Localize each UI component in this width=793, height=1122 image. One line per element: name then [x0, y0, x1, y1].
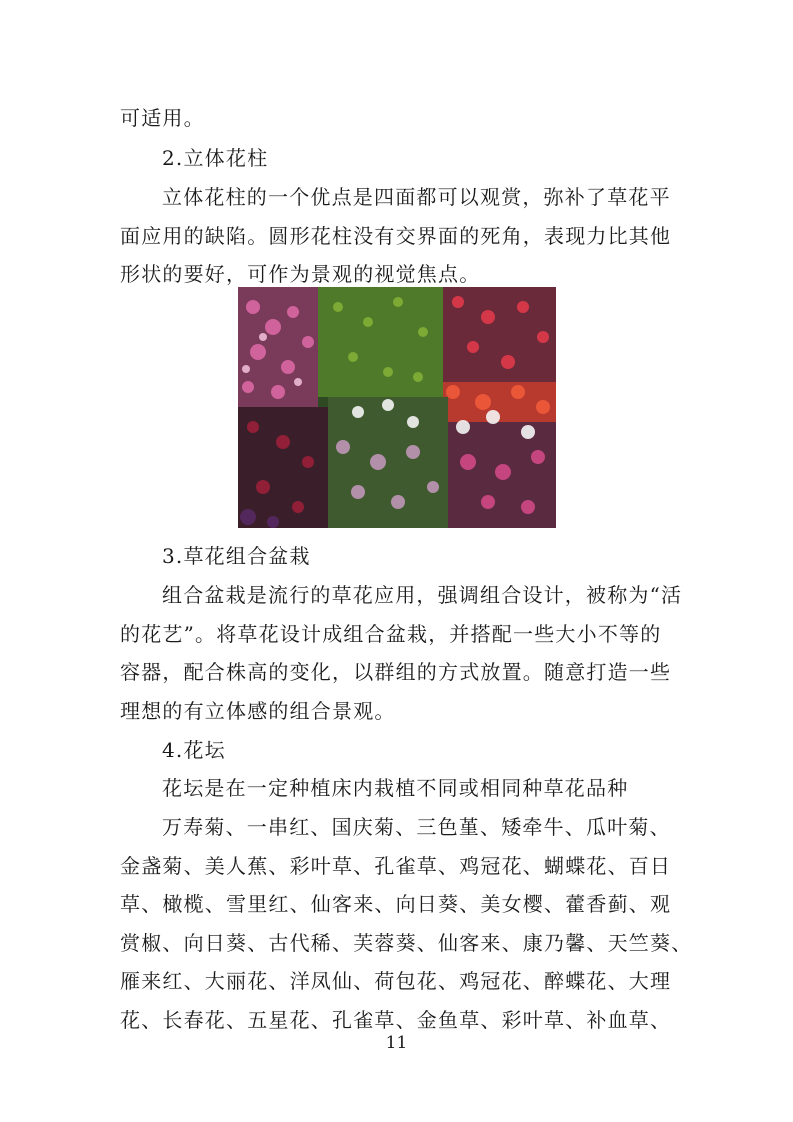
- paragraph-line: 容器，配合株高的变化，以群组的方式放置。随意打造一些: [120, 660, 672, 684]
- page-number: 11: [385, 1033, 408, 1053]
- flower-bed-illustration: [238, 287, 556, 528]
- plant-list-line: 雁来红、大丽花、洋凤仙、荷包花、鸡冠花、醉蝶花、大理: [120, 969, 672, 993]
- plant-list-line: 花、长春花、五星花、孔雀草、金鱼草、彩叶草、补血草、: [120, 1008, 672, 1032]
- plant-list-line: 赏椒、向日葵、古代稀、芙蓉葵、仙客来、康乃馨、天竺葵、: [120, 931, 693, 955]
- paragraph-line: 立体花柱的一个优点是四面都可以观赏，弥补了草花平: [162, 185, 671, 209]
- plant-list-line: 万寿菊、一串红、国庆菊、三色堇、矮牵牛、瓜叶菊、: [162, 815, 671, 839]
- paragraph-line: 可适用。: [120, 106, 205, 130]
- paragraph-line: 花坛是在一定种植床内栽植不同或相同种草花品种: [162, 776, 629, 800]
- section-heading-vertical-column: 2.立体花柱: [162, 146, 269, 170]
- section-heading-combination-pots: 3.草花组合盆栽: [162, 544, 311, 568]
- paragraph-line: 组合盆栽是流行的草花应用，强调组合设计，被称为“活: [162, 583, 683, 607]
- paragraph-line: 形状的要好，可作为景观的视觉焦点。: [120, 262, 481, 286]
- flower-bed-photo: [238, 287, 556, 528]
- paragraph-line: 的花艺”。将草花设计成组合盆栽，并搭配一些大小不等的: [120, 622, 662, 646]
- section-heading-flower-bed: 4.花坛: [162, 738, 226, 762]
- plant-list-line: 草、橄榄、雪里红、仙客来、向日葵、美女樱、藿香蓟、观: [120, 892, 672, 916]
- paragraph-line: 理想的有立体感的组合景观。: [120, 699, 396, 723]
- plant-list-line: 金盏菊、美人蕉、彩叶草、孔雀草、鸡冠花、蝴蝶花、百日: [120, 854, 672, 878]
- paragraph-line: 面应用的缺陷。圆形花柱没有交界面的死角，表现力比其他: [120, 224, 672, 248]
